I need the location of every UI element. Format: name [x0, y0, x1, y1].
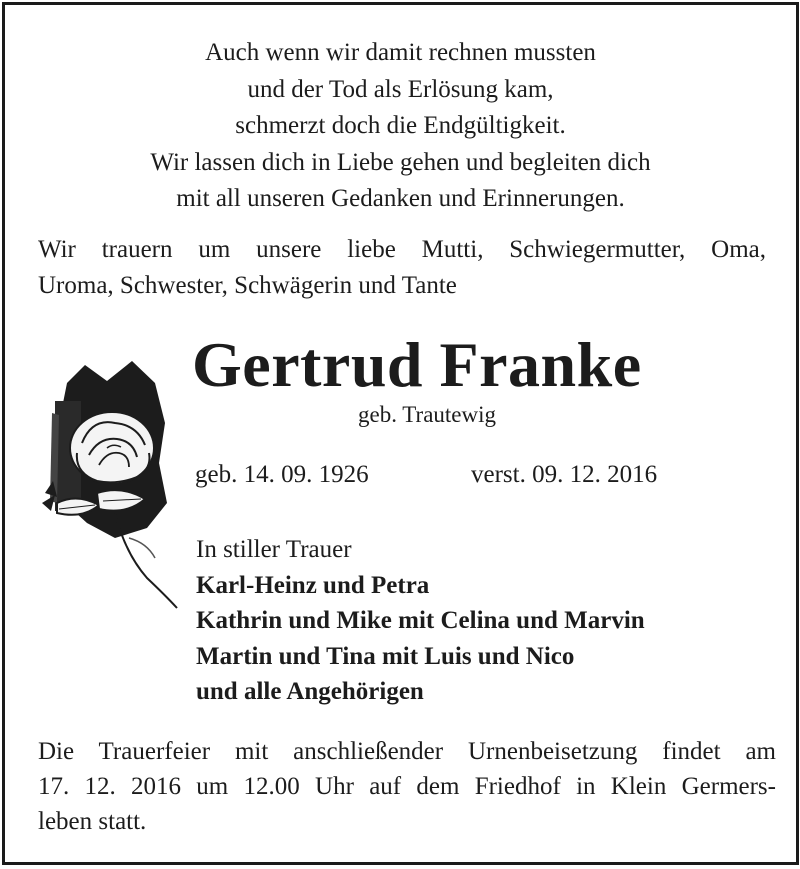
funeral-line: Die Trauerfeier mit anschließender Urnenbeisetzung findet am	[38, 738, 776, 765]
mourner-line: und alle Angehörigen	[196, 678, 424, 705]
deceased-name: Gertrud Franke	[192, 329, 642, 400]
maiden-name: geb. Trautewig	[358, 402, 496, 427]
mourners-heading: In stiller Trauer	[196, 536, 352, 563]
obituary-notice	[2, 2, 799, 865]
mourners	[196, 532, 645, 710]
verse-line: Wir lassen dich in Liebe gehen und begleiten dich	[150, 148, 651, 176]
verse	[5, 35, 796, 218]
funeral-line: leben statt.	[38, 808, 147, 835]
funeral-info	[38, 734, 776, 839]
rose-icon	[37, 353, 187, 613]
verse-line: Auch wenn wir damit rechnen mussten	[205, 39, 596, 66]
verse-line: schmerzt doch die Endgültigkeit.	[235, 112, 566, 139]
mourner-line: Karl-Heinz und Petra	[196, 571, 430, 599]
birth-date: geb. 14. 09. 1926	[195, 461, 369, 488]
death-date: verst. 09. 12. 2016	[471, 461, 658, 488]
mourning-intro	[38, 232, 766, 304]
funeral-line: 17. 12. 2016 um 12.00 Uhr auf dem Friedhof in Klein Germers-	[38, 773, 776, 800]
intro-line: Wir trauern um unsere liebe Mutti, Schwiegermutter, Oma,	[38, 236, 766, 263]
mourner-line: Martin und Tina mit Luis und Nico	[196, 642, 575, 670]
intro-line: Uroma, Schwester, Schwägerin und Tante	[38, 272, 457, 299]
verse-line: mit all unseren Gedanken und Erinnerungen.	[176, 185, 625, 212]
mourner-line: Kathrin und Mike mit Celina und Marvin	[196, 607, 645, 634]
verse-line: und der Tod als Erlösung kam,	[247, 75, 554, 103]
